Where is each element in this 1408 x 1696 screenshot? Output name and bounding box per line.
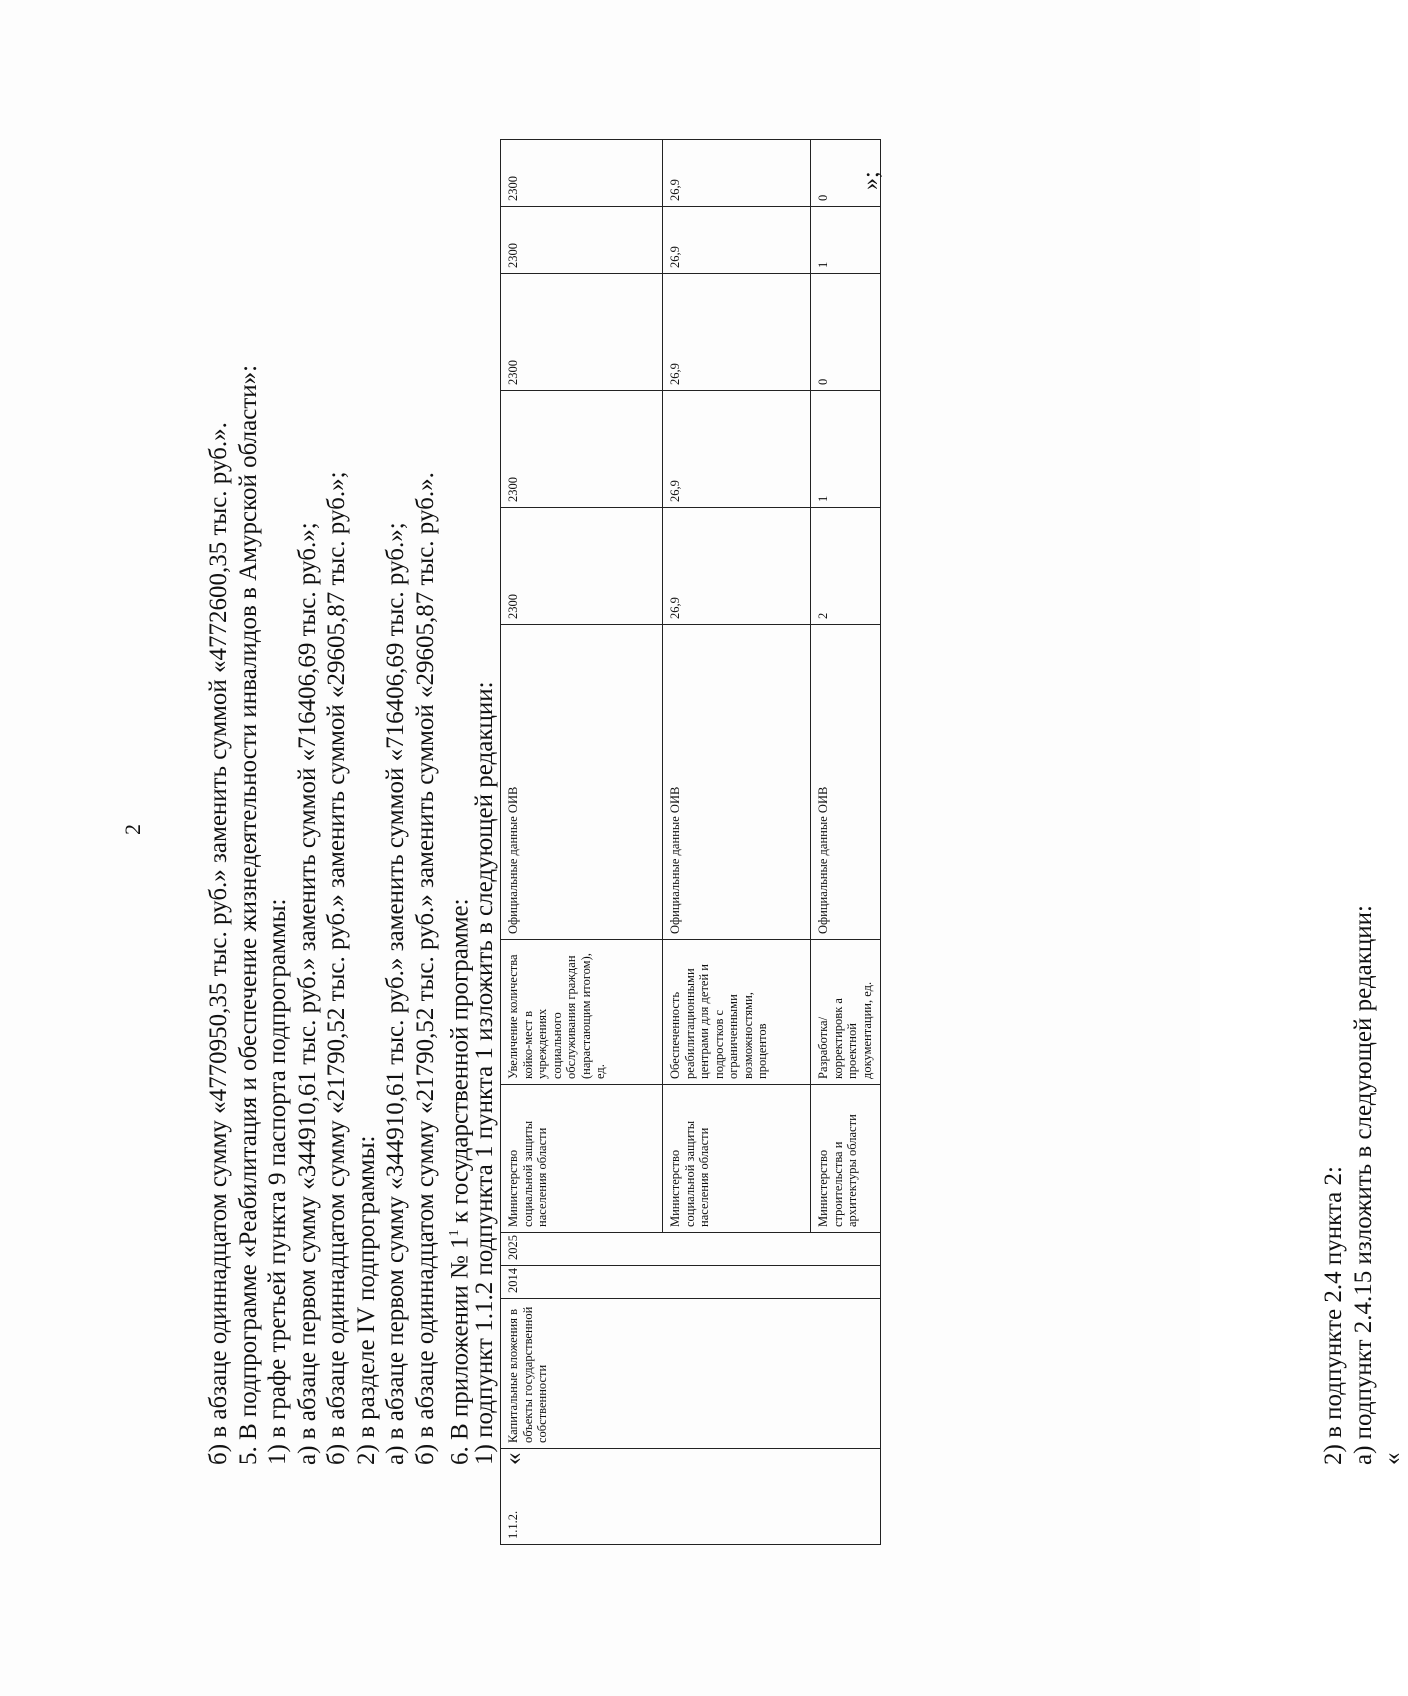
executor-cell: Министерство социальной защиты населения области — [501, 1085, 663, 1233]
item-name-cell: Капитальные вложения в объекты государственной собственности — [501, 1299, 881, 1449]
value-cell: 2300 — [501, 274, 663, 391]
value-cell: 2300 — [501, 391, 663, 508]
text-line: 2) в разделе IV подпрограммы: — [352, 1135, 380, 1465]
executor-cell: Министерство социальной защиты населения области — [663, 1085, 811, 1233]
value-cell: 1 — [811, 207, 881, 274]
text-line: а) подпункт 2.4.15 изложить в следующей редакции: — [1349, 905, 1377, 1465]
value-cell: 26,9 — [663, 207, 811, 274]
text-line: а) в абзаце первом сумму «344910,61 тыс. руб.» заменить суммой «716406,69 тыс. руб.»; — [382, 522, 409, 1465]
start-year-cell: 2014 — [501, 1266, 881, 1299]
value-cell: 2300 — [501, 508, 663, 625]
appendix-line-end: к государственной программе: — [446, 898, 474, 1230]
value-cell: 2300 — [501, 140, 663, 207]
body-text — [204, 165, 529, 1465]
value-cell: 0 — [811, 140, 881, 207]
text-line: б) в абзаце одиннадцатом сумму «4770950,35 тыс. руб.» заменить суммой «4772600,35 тыс. руб.». — [205, 422, 232, 1465]
text-line: а) в абзаце первом сумму «344910,61 тыс. руб.» заменить суммой «716406,69 тыс. руб.»; — [293, 522, 321, 1465]
source-cell: Официальные данные ОИВ — [501, 625, 663, 940]
value-cell: 26,9 — [663, 508, 811, 625]
value-cell: 26,9 — [663, 140, 811, 207]
item-number-cell: 1.1.2. — [501, 1449, 881, 1545]
subitem-line: 1) подпункт 1.1.2 подпункта 1 пункта 1 изложить в следующей редакции: — [470, 681, 498, 1465]
opening-quote: « — [500, 1452, 527, 1465]
source-cell: Официальные данные ОИВ — [811, 625, 881, 940]
executor-cell: Министерство строительства и архитектуры области — [811, 1085, 881, 1233]
indicator-cell: Увеличение количества койко-мест в учреждениях социального обслуживания граждан (нарастающим итогом), ед. — [501, 940, 663, 1085]
value-cell: 0 — [811, 274, 881, 391]
rotated-content — [120, 125, 1406, 1565]
page-number: 2 — [120, 824, 145, 835]
bottom-opening-quote: « — [1379, 1452, 1406, 1465]
text-line: 5. В подпрограмме «Реабилитация и обеспечение жизнедеятельности инвалидов в Амурской области»: — [234, 364, 262, 1465]
bottom-text — [1319, 165, 1408, 1465]
indicator-cell: Обеспеченность реабилитационными центрами для детей и подростков с ограниченными возможностями, процентов — [663, 940, 811, 1085]
text-line: б) в абзаце одиннадцатом сумму «21790,52 тыс. руб.» заменить суммой «29605,87 тыс. руб.». — [411, 472, 439, 1465]
end-year-cell: 2025 — [501, 1233, 881, 1266]
appendix-line — [440, 165, 474, 1465]
text-line: 1) в графе третьей пункта 9 паспорта подпрограммы: — [264, 898, 291, 1465]
value-cell: 26,9 — [663, 391, 811, 508]
value-cell: 1 — [811, 391, 881, 508]
indicator-cell: Разработка/корректировк а проектной документации, ед. — [811, 940, 881, 1085]
text-line: б) в абзаце одиннадцатом сумму «21790,52 тыс. руб.» заменить суммой «29605,87 тыс. руб.»; — [323, 471, 350, 1465]
appendix-line-start: 6. В приложении № 1 — [446, 1236, 474, 1465]
source-cell: Официальные данные ОИВ — [663, 625, 811, 940]
value-cell: 2300 — [501, 207, 663, 274]
value-cell: 26,9 — [663, 274, 811, 391]
appendix-superscript: 1 — [447, 1229, 462, 1237]
text-line: 2) в подпункте 2.4 пункта 2: — [1320, 1166, 1347, 1465]
closing-quote: »; — [858, 171, 884, 190]
value-cell: 2 — [811, 508, 881, 625]
indicators-table — [500, 139, 881, 1545]
table-row — [501, 140, 663, 1545]
